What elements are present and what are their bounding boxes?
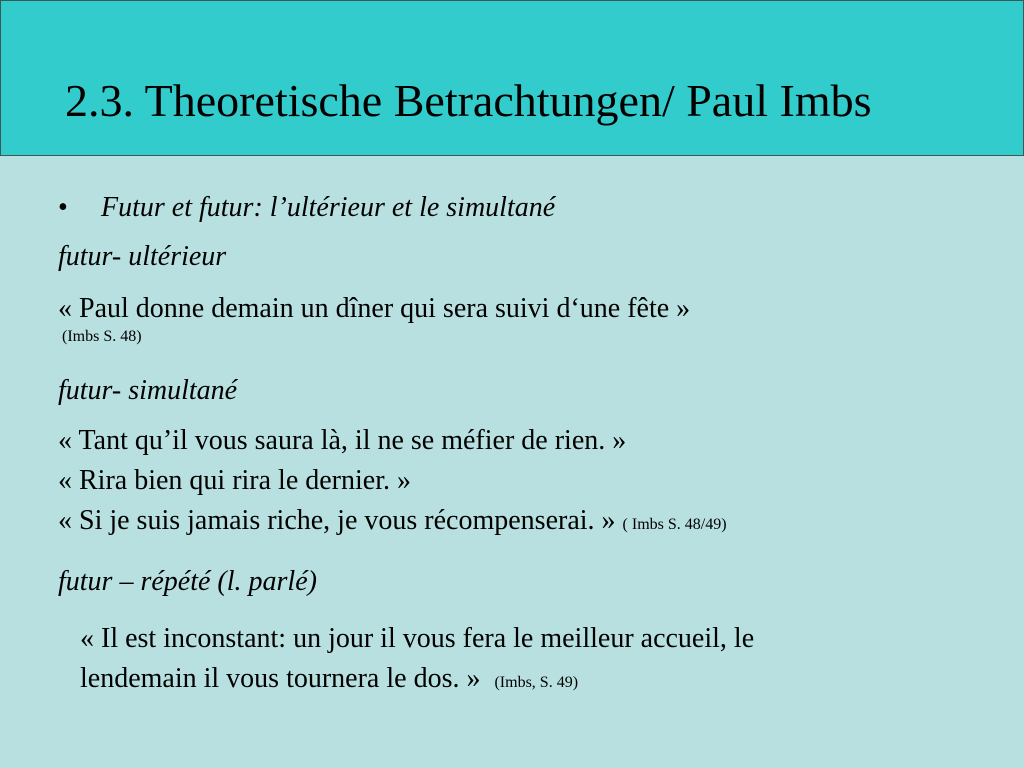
quote-simultane-1: « Tant qu’il vous saura là, il ne se méfier de rien. » xyxy=(58,425,627,456)
quote-simultane-3-line xyxy=(58,505,727,541)
quote-simultane-2: « Rira bien qui rira le dernier. » xyxy=(58,465,411,496)
slide-title: 2.3. Theoretische Betrachtungen/ Paul Imbs xyxy=(65,75,872,126)
source-ulterieur: (Imbs S. 48) xyxy=(62,328,142,345)
heading-futur-simultane: futur- simultané xyxy=(58,375,238,406)
quote-repete-line-1: « Il est inconstant: un jour il vous fera le meilleur accueil, le xyxy=(80,623,755,654)
title-bar xyxy=(0,0,1024,156)
source-simultane: ( Imbs S. 48/49) xyxy=(622,516,727,533)
quote-simultane-3: « Si je suis jamais riche, je vous récompenserai. » xyxy=(58,505,616,536)
heading-futur-repete: futur – répété (l. parlé) xyxy=(58,566,317,597)
quote-repete-line-2: lendemain il vous tournera le dos. » xyxy=(80,663,481,694)
source-repete: (Imbs, S. 49) xyxy=(494,674,579,691)
bullet-text: Futur et futur: l’ultérieur et le simultané xyxy=(101,192,556,223)
bullet-marker: • xyxy=(58,192,68,223)
heading-futur-ulterieur: futur- ultérieur xyxy=(58,241,227,272)
quote-ulterieur: « Paul donne demain un dîner qui sera suivi d‘une fête » xyxy=(58,293,691,324)
quote-repete-line-2-row xyxy=(80,663,578,699)
